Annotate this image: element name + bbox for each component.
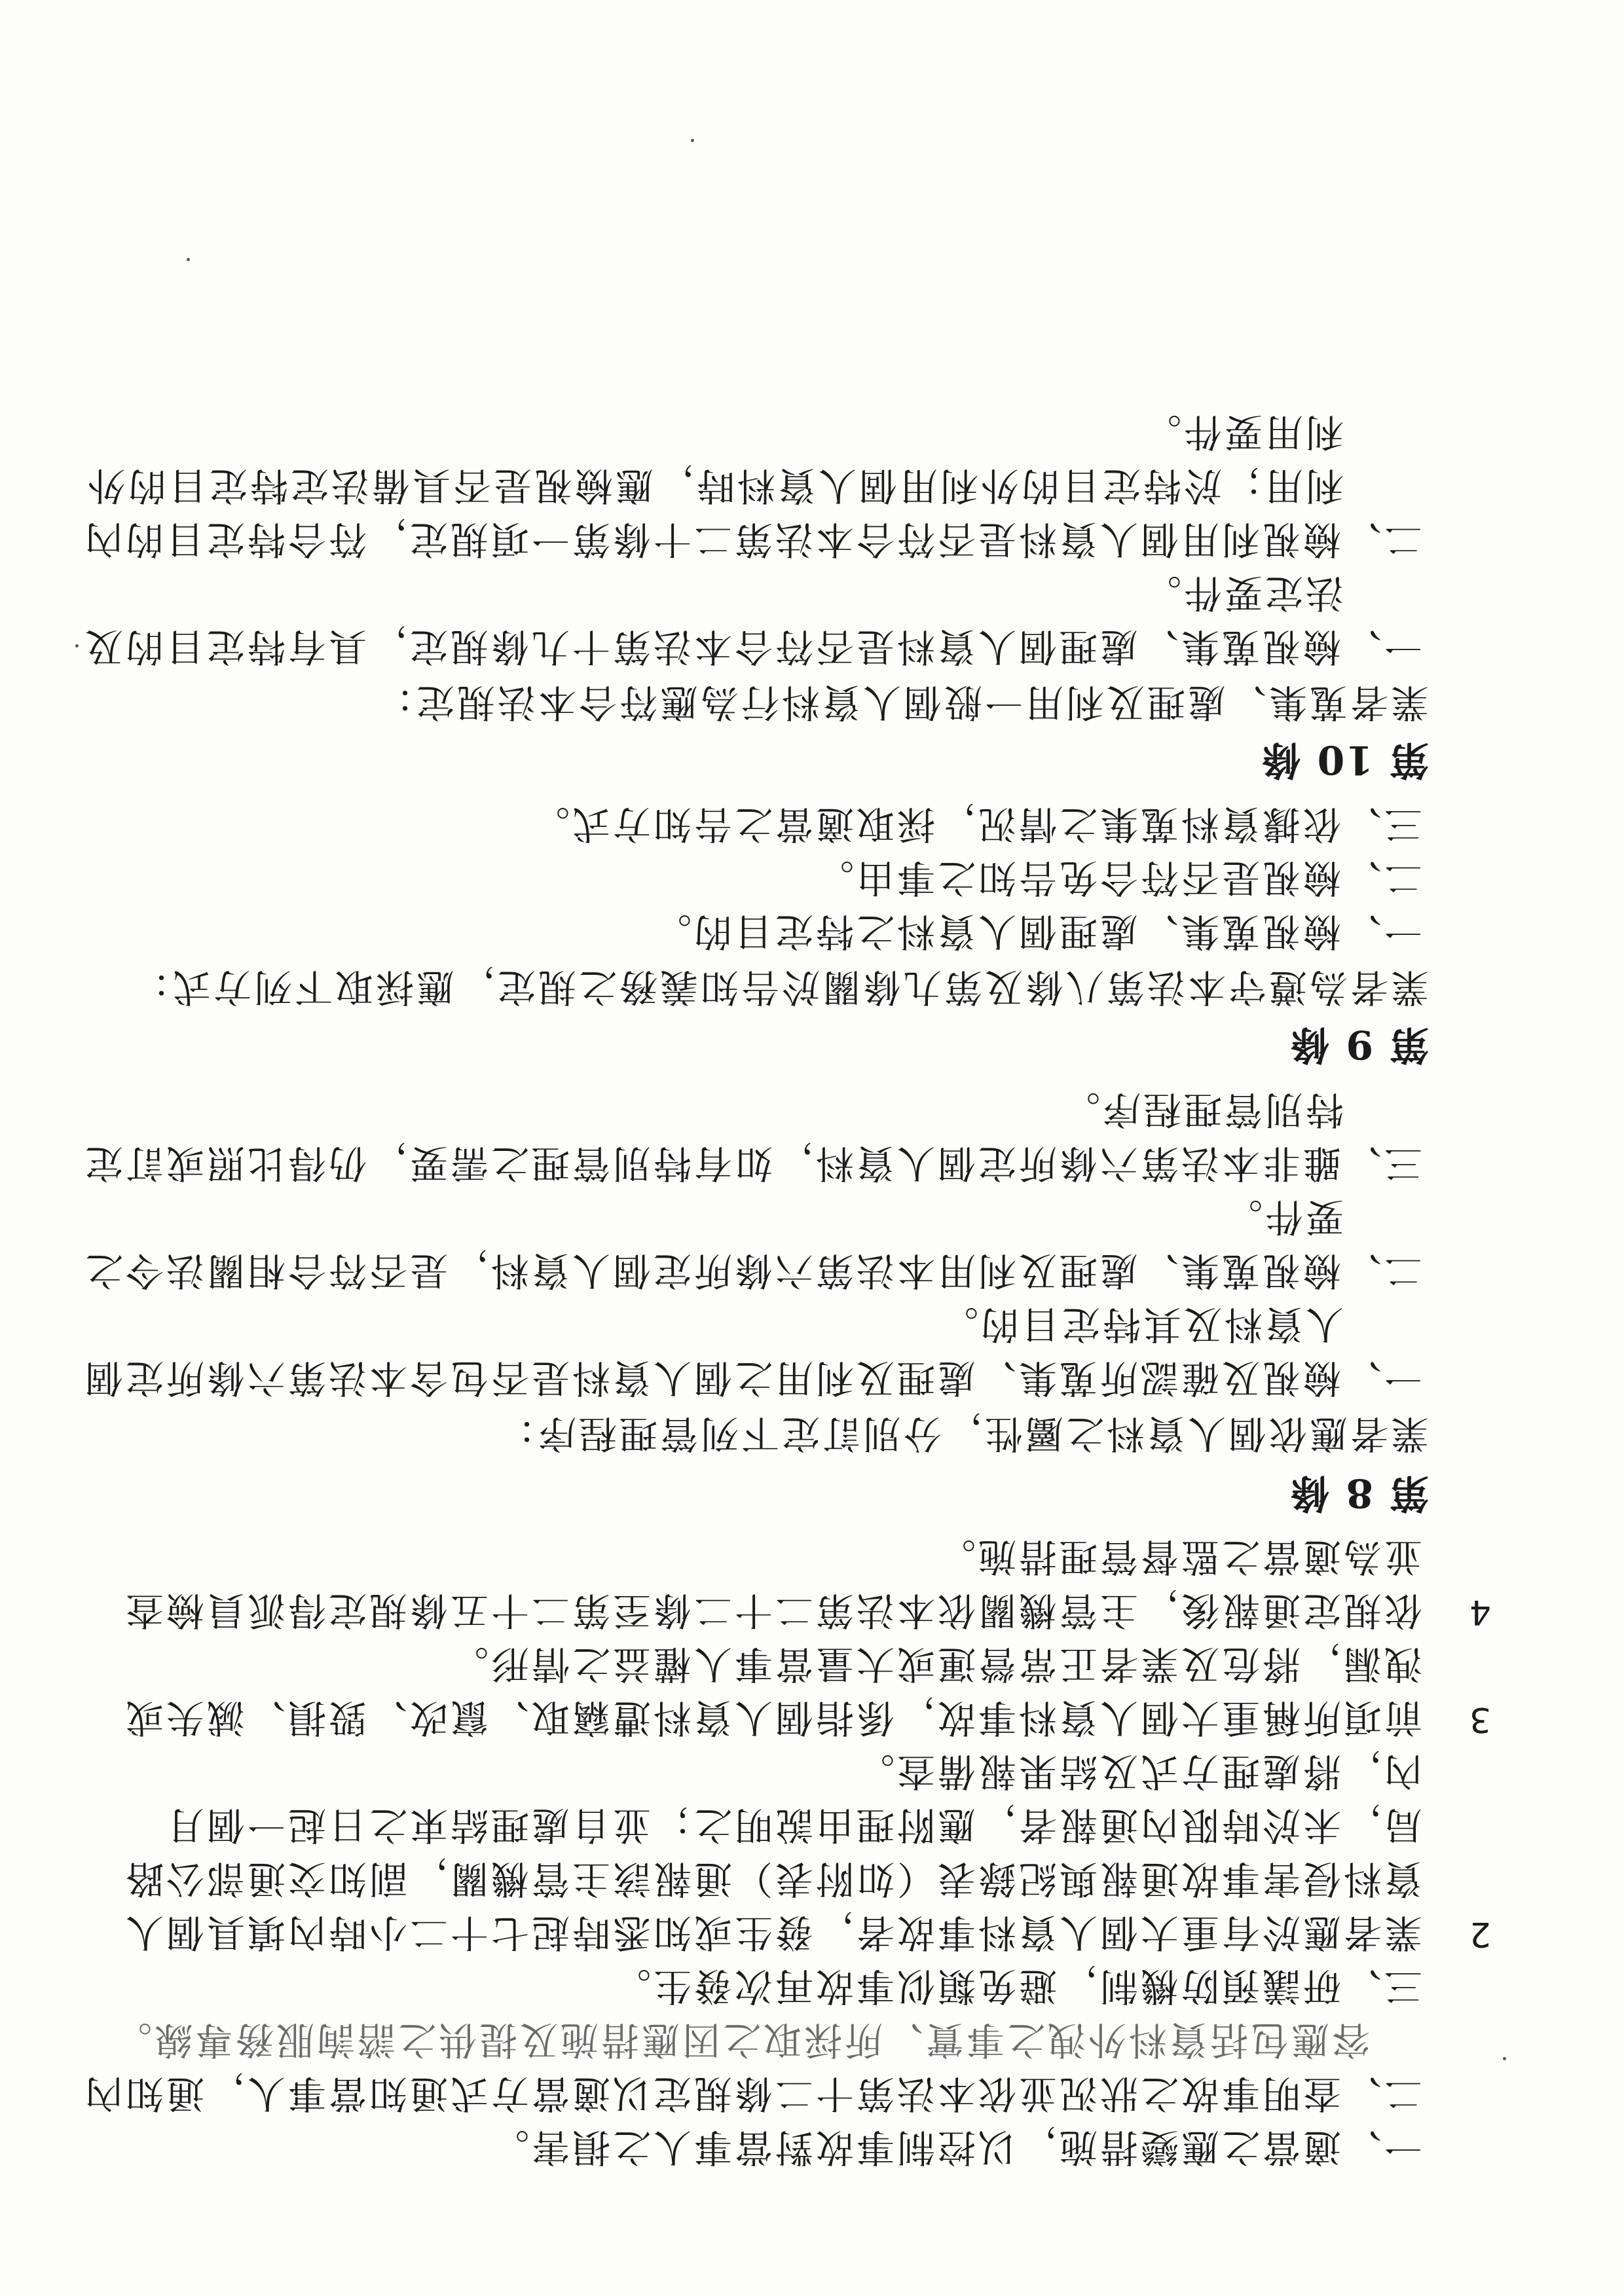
scan-speck — [691, 139, 694, 142]
paragraph-2-line: 局，未於時限內通報者，應附理由說明之；並自處理結束之日起一個月 — [163, 1803, 1422, 1848]
clause-1: 一、適當之應變措施，以控制事故對當事人之損害。 — [488, 2125, 1422, 2170]
article-9-heading: 第 9 條 — [1289, 1021, 1429, 1067]
paragraph-number-2: 2 — [1469, 1914, 1491, 1954]
article-9-item: 一、檢視蒐集、處理個人資料之特定目的。 — [650, 909, 1422, 954]
article-10-item: 二、檢視利用個人資料是否符合本法第二十條第一項規定，符合特定目的內 — [82, 517, 1422, 562]
article-8-item-cont: 要件。 — [1221, 1195, 1344, 1239]
clause-2-cont: 容應包括資料外洩之事實、所採取之因應措施及提供之諮詢服務專線。 — [111, 2018, 1370, 2062]
article-8-item: 三、雖非本法第六條所定個人資料，如有特別管理之需要，仍得比照或訂定 — [82, 1141, 1422, 1186]
paragraph-4-line: 依規定通報後，主管機關依本法第二十二條至第二十五條規定得派員檢查 — [122, 1588, 1422, 1633]
paragraph-2-line: 業者應於有重大個人資料事故者，發生或知悉時起七十二小時內填具個人 — [122, 1910, 1422, 1955]
article-10-item-cont: 法定要件。 — [1140, 571, 1344, 615]
article-8-item-cont: 特別管理程序。 — [1059, 1087, 1344, 1132]
article-8-heading: 第 8 條 — [1289, 1470, 1429, 1516]
article-9-item: 二、檢視是否符合免告知之事由。 — [813, 856, 1422, 900]
paragraph-2-line: 資料侵害事故通報與紀錄表（如附表）通報該主管機關，副知交通部公路 — [122, 1857, 1422, 1901]
article-10-item-cont: 利用；於特定目的外利用個人資料時，應檢視是否具備法定特定目的外 — [84, 464, 1344, 508]
article-8-item: 二、檢視蒐集、處理及利用本法第六條所定個人資料，是否符合相關法令之 — [82, 1248, 1422, 1293]
scan-speck — [187, 258, 190, 261]
article-10-item: 一、檢視蒐集、處理個人資料是否符合本法第十九條規定，具有特定目的及 — [82, 625, 1422, 669]
article-10-item-cont: 利用要件。 — [1140, 410, 1344, 454]
paragraph-number-3: 3 — [1469, 1700, 1491, 1739]
article-9-intro: 業者為遵守本法第八條及第九條關於告知義務之規定，應採取下列方式： — [129, 965, 1429, 1010]
article-10-heading: 第 10 條 — [1260, 737, 1429, 782]
scan-speck — [1503, 2057, 1506, 2060]
article-8-item-cont: 人資料及其特定目的。 — [937, 1302, 1344, 1347]
paragraph-4-line: 並為適當之監督管理措施。 — [934, 1535, 1422, 1579]
clause-3: 三、研議預防機制，避免類似事故再次發生。 — [610, 1964, 1422, 2009]
paragraph-3-line: 前項所稱重大個人資料事故，係指個人資料遭竊取、竄改、毀損、滅失或 — [122, 1696, 1422, 1740]
clause-2: 二、查明事故之狀況並依本法第十二條規定以適當方式通知當事人，通知內 — [82, 2071, 1422, 2116]
article-10-intro: 業者蒐集、處理及利用一般個人資料行為應符合本法規定： — [373, 680, 1429, 725]
article-8-item: 一、檢視及確認所蒐集、處理及利用之個人資料是否包含本法第六條所定個 — [82, 1356, 1422, 1400]
paragraph-3-line: 洩漏，將危及業者正常營運或大量當事人權益之情形。 — [447, 1642, 1422, 1686]
article-9-item: 三、依據資料蒐集之情況，採取適當之告知方式。 — [528, 802, 1422, 847]
paragraph-number-4: 4 — [1469, 1592, 1491, 1631]
scan-speck — [75, 644, 79, 647]
paragraph-2-line: 內，將處理方式及結果報備查。 — [853, 1749, 1422, 1794]
article-8-intro: 業者應依個人資料之屬性，分別訂定下列管理程序： — [494, 1412, 1429, 1456]
